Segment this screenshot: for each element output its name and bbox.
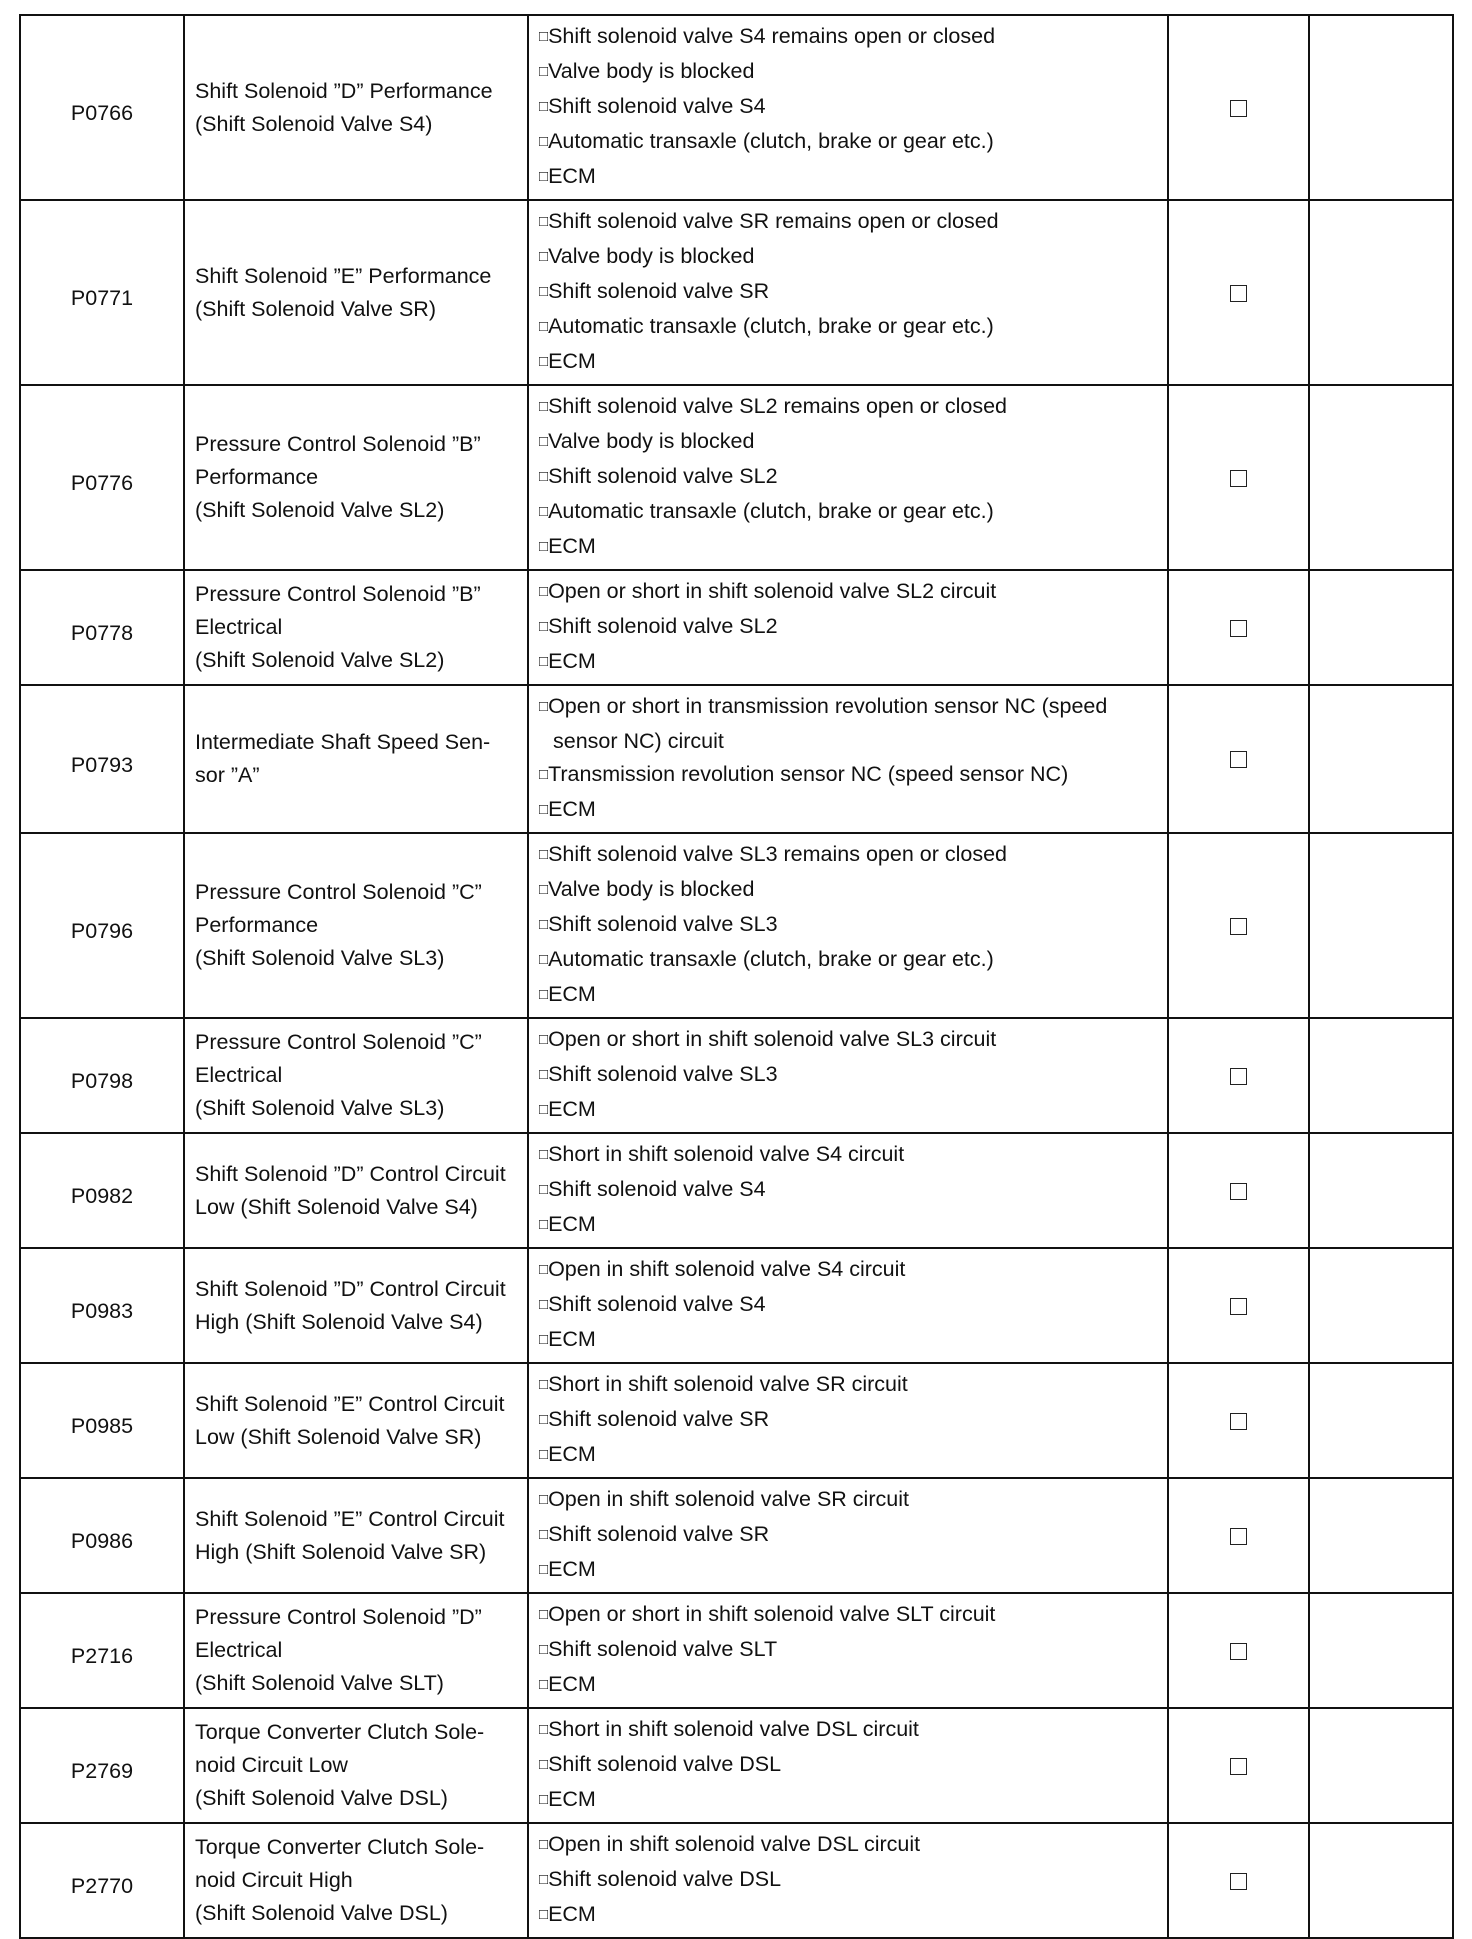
square-bullet-icon: □: [539, 28, 549, 45]
detection-item-line: noid Circuit Low: [195, 1753, 348, 1777]
trouble-area: [528, 15, 1168, 200]
trouble-area-item: [539, 873, 1157, 908]
detection-item: [184, 1018, 528, 1133]
trouble-area-item: [539, 1323, 1157, 1358]
trouble-area-item: [539, 530, 1157, 565]
detection-item-line: Shift Solenoid ”D” Performance: [195, 78, 493, 103]
blank-cell: [1309, 1823, 1453, 1938]
trouble-area-text: ECM: [548, 534, 596, 558]
trouble-area-text: Automatic transaxle (clutch, brake or gear etc.): [548, 129, 994, 153]
square-bullet-icon: □: [539, 213, 549, 230]
trouble-area-text: Shift solenoid valve SR: [548, 279, 770, 303]
trouble-area-item: [539, 55, 1157, 90]
square-bullet-icon: □: [539, 1066, 549, 1083]
dtc-code: P2716: [20, 1593, 184, 1708]
blank-cell: [1309, 385, 1453, 570]
square-bullet-icon: □: [539, 433, 549, 450]
trouble-area-text: Valve body is blocked: [548, 429, 755, 453]
trouble-area-text: Shift solenoid valve S4 remains open or closed: [548, 24, 996, 48]
trouble-area: [528, 1133, 1168, 1248]
trouble-area: [528, 570, 1168, 685]
dtc-code: P0766: [20, 15, 184, 200]
trouble-area-item: [539, 310, 1157, 345]
detection-item-line: Pressure Control Solenoid ”B”: [195, 432, 481, 456]
blank-cell: [1309, 1708, 1453, 1823]
check-cell: [1168, 833, 1309, 1018]
square-bullet-icon: □: [539, 1216, 549, 1233]
trouble-area-item: [539, 1438, 1157, 1473]
trouble-area-item: [539, 1748, 1157, 1783]
table-row: [20, 833, 1453, 1018]
square-bullet-icon: □: [539, 538, 549, 555]
trouble-area-text: Short in shift solenoid valve DSL circuit: [548, 1717, 919, 1741]
table-row: [20, 1018, 1453, 1133]
detection-item: [184, 1593, 528, 1708]
trouble-area: [528, 1018, 1168, 1133]
detection-item-line: (Shift Solenoid Valve DSL): [195, 1901, 448, 1925]
dtc-code: P0796: [20, 833, 184, 1018]
trouble-area-text: Automatic transaxle (clutch, brake or gear etc.): [548, 314, 994, 338]
trouble-area-item: [539, 645, 1157, 680]
trouble-area-item: [539, 275, 1157, 310]
check-cell: [1168, 1708, 1309, 1823]
trouble-area-item: [539, 1288, 1157, 1323]
trouble-area-item: [539, 390, 1157, 425]
square-bullet-icon: □: [539, 1296, 549, 1313]
trouble-area-item: [539, 978, 1157, 1013]
dtc-code: P0793: [20, 685, 184, 833]
check-cell: [1168, 1018, 1309, 1133]
square-bullet-icon: □: [539, 951, 549, 968]
square-bullet-icon: □: [539, 1906, 549, 1923]
trouble-area-item: [539, 495, 1157, 530]
trouble-area-text: Valve body is blocked: [548, 244, 755, 268]
table-row: [20, 1823, 1453, 1938]
trouble-area-item: [539, 1208, 1157, 1243]
detection-item-line: (Shift Solenoid Valve SL3): [195, 1096, 445, 1120]
trouble-area-item: [539, 1518, 1157, 1553]
blank-cell: [1309, 1478, 1453, 1593]
trouble-area-text: ECM: [548, 349, 596, 373]
detection-item-line: Shift Solenoid ”D” Control Circuit: [195, 1161, 506, 1186]
trouble-area-text: Valve body is blocked: [548, 59, 755, 83]
trouble-area-text: Transmission revolution sensor NC (speed sensor NC): [548, 762, 1069, 786]
trouble-area: [528, 1478, 1168, 1593]
trouble-area: [528, 1363, 1168, 1478]
dtc-table: [19, 14, 1454, 1939]
square-bullet-icon: □: [539, 63, 549, 80]
square-bullet-icon: □: [539, 1641, 549, 1658]
blank-cell: [1309, 1133, 1453, 1248]
trouble-area-text: Shift solenoid valve SL3: [548, 1062, 778, 1086]
detection-item: [184, 15, 528, 200]
detection-item-line: Pressure Control Solenoid ”D”: [195, 1605, 482, 1629]
trouble-area-item: [539, 20, 1157, 55]
trouble-area-text: Shift solenoid valve S4: [548, 1177, 766, 1201]
dtc-code: P0986: [20, 1478, 184, 1593]
table-row: [20, 15, 1453, 200]
detection-item-line: Electrical: [195, 1063, 283, 1087]
trouble-area-text: ECM: [548, 1557, 596, 1581]
detection-item: [184, 1478, 528, 1593]
trouble-area-text: ECM: [548, 1327, 596, 1351]
detection-item: [184, 570, 528, 685]
trouble-area-text: ECM: [548, 1442, 596, 1466]
trouble-area-text: Shift solenoid valve SL3: [548, 912, 778, 936]
detection-item-line: Pressure Control Solenoid ”C”: [195, 1030, 482, 1054]
dtc-code: P2770: [20, 1823, 184, 1938]
square-bullet-icon: □: [539, 468, 549, 485]
square-bullet-icon: □: [539, 1446, 549, 1463]
square-bullet-icon: □: [539, 986, 549, 1003]
square-bullet-icon: □: [539, 1561, 549, 1578]
trouble-area-text: Valve body is blocked: [548, 877, 755, 901]
trouble-area: [528, 685, 1168, 833]
trouble-area-item: [539, 1253, 1157, 1288]
detection-item-line: sor ”A”: [195, 763, 260, 787]
dtc-code: P2769: [20, 1708, 184, 1823]
square-bullet-icon: □: [539, 353, 549, 370]
blank-cell: [1309, 1248, 1453, 1363]
trouble-area-text: Shift solenoid valve S4: [548, 94, 766, 118]
detection-item-line: Pressure Control Solenoid ”B”: [195, 582, 481, 606]
detection-item-line: Pressure Control Solenoid ”C”: [195, 880, 482, 904]
square-bullet-icon: □: [539, 1376, 549, 1393]
trouble-area-text: Shift solenoid valve SL3 remains open or closed: [548, 842, 1007, 866]
trouble-area-text: Open in shift solenoid valve SR circuit: [548, 1487, 909, 1511]
square-bullet-icon: □: [539, 801, 549, 818]
check-cell: [1168, 385, 1309, 570]
trouble-area-item: [539, 1553, 1157, 1588]
trouble-area: [528, 1823, 1168, 1938]
detection-item-line: High (Shift Solenoid Valve S4): [195, 1309, 483, 1334]
trouble-area-item: [539, 1368, 1157, 1403]
detection-item-line: Torque Converter Clutch Sole-: [195, 1720, 485, 1744]
dtc-code: P0983: [20, 1248, 184, 1363]
trouble-area-text: Short in shift solenoid valve SR circuit: [548, 1372, 908, 1396]
trouble-area-text: Short in shift solenoid valve S4 circuit: [548, 1142, 905, 1166]
trouble-area-text: Open or short in shift solenoid valve SLT circuit: [548, 1602, 996, 1626]
checkbox[interactable]: [1230, 1643, 1247, 1660]
trouble-area-text: Open in shift solenoid valve S4 circuit: [548, 1257, 906, 1281]
trouble-area-item: [539, 1598, 1157, 1633]
table-row: [20, 1478, 1453, 1593]
blank-cell: [1309, 570, 1453, 685]
detection-item-line: Shift Solenoid ”E” Performance: [195, 263, 492, 288]
trouble-area-text: Open or short in shift solenoid valve SL2 circuit: [548, 579, 997, 603]
detection-item: [184, 833, 528, 1018]
trouble-area: [528, 1708, 1168, 1823]
square-bullet-icon: □: [539, 1606, 549, 1623]
dtc-code: P0985: [20, 1363, 184, 1478]
detection-item: [184, 1363, 528, 1478]
square-bullet-icon: □: [539, 318, 549, 335]
trouble-area-text: Shift solenoid valve SL2: [548, 614, 778, 638]
detection-item-line: (Shift Solenoid Valve DSL): [195, 1786, 448, 1810]
square-bullet-icon: □: [539, 98, 549, 115]
trouble-area-item: [539, 240, 1157, 275]
detection-item-line: Low (Shift Solenoid Valve SR): [195, 1424, 482, 1449]
square-bullet-icon: □: [539, 1491, 549, 1508]
trouble-area-item: [539, 1058, 1157, 1093]
checkbox[interactable]: [1230, 100, 1247, 117]
trouble-area-item: [539, 1093, 1157, 1128]
trouble-area-text: Shift solenoid valve SR remains open or closed: [548, 209, 999, 233]
trouble-area-item: [539, 1023, 1157, 1058]
check-cell: [1168, 1133, 1309, 1248]
trouble-area-item: [539, 758, 1157, 793]
check-cell: [1168, 1363, 1309, 1478]
blank-cell: [1309, 1593, 1453, 1708]
checkbox[interactable]: [1230, 1068, 1247, 1085]
square-bullet-icon: □: [539, 1721, 549, 1738]
dtc-code: P0776: [20, 385, 184, 570]
trouble-area-text: ECM: [548, 164, 596, 188]
check-cell: [1168, 15, 1309, 200]
trouble-area-text: Open or short in shift solenoid valve SL3 circuit: [548, 1027, 997, 1051]
dtc-code: P0778: [20, 570, 184, 685]
trouble-area-item: [539, 1173, 1157, 1208]
blank-cell: [1309, 15, 1453, 200]
detection-item: [184, 1133, 528, 1248]
trouble-area-item: [539, 943, 1157, 978]
table-row: [20, 570, 1453, 685]
checkbox[interactable]: [1230, 918, 1247, 935]
check-cell: [1168, 1593, 1309, 1708]
trouble-area-text: ECM: [548, 982, 596, 1006]
trouble-area-text: Shift solenoid valve SLT: [548, 1637, 778, 1661]
checkbox[interactable]: [1230, 1183, 1247, 1200]
table-row: [20, 1593, 1453, 1708]
trouble-area: [528, 833, 1168, 1018]
table-row: [20, 1708, 1453, 1823]
trouble-area-item: [539, 425, 1157, 460]
check-cell: [1168, 1248, 1309, 1363]
trouble-area-item: [539, 610, 1157, 645]
trouble-area-text: Shift solenoid valve DSL: [548, 1752, 782, 1776]
check-cell: [1168, 685, 1309, 833]
square-bullet-icon: □: [539, 698, 549, 715]
detection-item-line: (Shift Solenoid Valve SLT): [195, 1671, 444, 1695]
square-bullet-icon: □: [539, 168, 549, 185]
detection-item: [184, 1708, 528, 1823]
checkbox[interactable]: [1230, 1528, 1247, 1545]
square-bullet-icon: □: [539, 1676, 549, 1693]
square-bullet-icon: □: [539, 846, 549, 863]
checkbox[interactable]: [1230, 285, 1247, 302]
trouble-area-text: Automatic transaxle (clutch, brake or gear etc.): [548, 499, 994, 523]
check-cell: [1168, 200, 1309, 385]
square-bullet-icon: □: [539, 1756, 549, 1773]
square-bullet-icon: □: [539, 248, 549, 265]
checkbox[interactable]: [1230, 1298, 1247, 1315]
table-row: [20, 685, 1453, 833]
trouble-area: [528, 200, 1168, 385]
square-bullet-icon: □: [539, 283, 549, 300]
detection-item: [184, 1248, 528, 1363]
detection-item: [184, 385, 528, 570]
trouble-area-item: [539, 1783, 1157, 1818]
dtc-table-body: [20, 15, 1453, 1938]
square-bullet-icon: □: [539, 1181, 549, 1198]
trouble-area-item: [539, 1898, 1157, 1933]
square-bullet-icon: □: [539, 583, 549, 600]
trouble-area: [528, 385, 1168, 570]
trouble-area-item: [539, 1713, 1157, 1748]
trouble-area-text: Open in shift solenoid valve DSL circuit: [548, 1832, 921, 1856]
dtc-code: P0771: [20, 200, 184, 385]
trouble-area-item: [539, 690, 1157, 758]
trouble-area-item: [539, 1403, 1157, 1438]
square-bullet-icon: □: [539, 503, 549, 520]
square-bullet-icon: □: [539, 1411, 549, 1428]
trouble-area-item: [539, 1863, 1157, 1898]
square-bullet-icon: □: [539, 766, 549, 783]
square-bullet-icon: □: [539, 1836, 549, 1853]
trouble-area-text: Shift solenoid valve SL2: [548, 464, 778, 488]
detection-item-line: (Shift Solenoid Valve SL3): [195, 946, 445, 970]
blank-cell: [1309, 1363, 1453, 1478]
trouble-area-item: [539, 793, 1157, 828]
trouble-area-item: [539, 1483, 1157, 1518]
detection-item-line: Electrical: [195, 615, 283, 639]
table-row: [20, 385, 1453, 570]
blank-cell: [1309, 833, 1453, 1018]
detection-item-line: (Shift Solenoid Valve SL2): [195, 648, 445, 672]
trouble-area-text: Automatic transaxle (clutch, brake or gear etc.): [548, 947, 994, 971]
square-bullet-icon: □: [539, 1101, 549, 1118]
table-row: [20, 1133, 1453, 1248]
detection-item-line: Shift Solenoid ”E” Control Circuit: [195, 1506, 505, 1531]
detection-item-line: (Shift Solenoid Valve SL2): [195, 498, 445, 522]
dtc-code: P0798: [20, 1018, 184, 1133]
check-cell: [1168, 1478, 1309, 1593]
trouble-area-text: ECM: [548, 797, 596, 821]
trouble-area-item: [539, 838, 1157, 873]
trouble-area-text: Shift solenoid valve S4: [548, 1292, 766, 1316]
detection-item-line: Electrical: [195, 1638, 283, 1662]
trouble-area-item: [539, 125, 1157, 160]
trouble-area: [528, 1593, 1168, 1708]
trouble-area-item: [539, 575, 1157, 610]
detection-item: [184, 200, 528, 385]
trouble-area-text: ECM: [548, 1902, 596, 1926]
trouble-area: [528, 1248, 1168, 1363]
checkbox[interactable]: [1230, 1413, 1247, 1430]
trouble-area-item: [539, 90, 1157, 125]
dtc-code: P0982: [20, 1133, 184, 1248]
square-bullet-icon: □: [539, 1526, 549, 1543]
checkbox[interactable]: [1230, 751, 1247, 768]
detection-item-line: Low (Shift Solenoid Valve S4): [195, 1194, 478, 1219]
detection-item-line: Shift Solenoid ”E” Control Circuit: [195, 1391, 505, 1416]
square-bullet-icon: □: [539, 1031, 549, 1048]
blank-cell: [1309, 1018, 1453, 1133]
detection-item-line: noid Circuit High: [195, 1868, 353, 1892]
checkbox[interactable]: [1230, 1873, 1247, 1890]
trouble-area-item: [539, 1633, 1157, 1668]
table-row: [20, 1363, 1453, 1478]
check-cell: [1168, 570, 1309, 685]
detection-item-line: Intermediate Shaft Speed Sen-: [195, 730, 491, 754]
square-bullet-icon: □: [539, 916, 549, 933]
trouble-area-item: [539, 1138, 1157, 1173]
blank-cell: [1309, 200, 1453, 385]
detection-item: [184, 1823, 528, 1938]
square-bullet-icon: □: [539, 1261, 549, 1278]
detection-item-line: Performance: [195, 465, 319, 489]
trouble-area-text: Shift solenoid valve DSL: [548, 1867, 782, 1891]
checkbox[interactable]: [1230, 620, 1247, 637]
detection-item-line: Shift Solenoid ”D” Control Circuit: [195, 1276, 506, 1301]
table-row: [20, 1248, 1453, 1363]
trouble-area-text: Shift solenoid valve SR: [548, 1522, 770, 1546]
square-bullet-icon: □: [539, 398, 549, 415]
check-cell: [1168, 1823, 1309, 1938]
trouble-area-item: [539, 460, 1157, 495]
detection-item-line: High (Shift Solenoid Valve SR): [195, 1539, 487, 1564]
trouble-area-item: [539, 1828, 1157, 1863]
checkbox[interactable]: [1230, 470, 1247, 487]
detection-item-line: Torque Converter Clutch Sole-: [195, 1835, 485, 1859]
trouble-area-text: ECM: [548, 1212, 596, 1236]
trouble-area-text: ECM: [548, 1097, 596, 1121]
square-bullet-icon: □: [539, 881, 549, 898]
table-row: [20, 200, 1453, 385]
square-bullet-icon: □: [539, 1791, 549, 1808]
detection-item: [184, 685, 528, 833]
square-bullet-icon: □: [539, 1871, 549, 1888]
square-bullet-icon: □: [539, 618, 549, 635]
trouble-area-text: ECM: [548, 1787, 596, 1811]
trouble-area-item: [539, 160, 1157, 195]
checkbox[interactable]: [1230, 1758, 1247, 1775]
trouble-area-item: [539, 205, 1157, 240]
square-bullet-icon: □: [539, 133, 549, 150]
detection-item-line: (Shift Solenoid Valve SR): [195, 296, 436, 321]
square-bullet-icon: □: [539, 1146, 549, 1163]
trouble-area-text: ECM: [548, 1672, 596, 1696]
blank-cell: [1309, 685, 1453, 833]
detection-item-line: (Shift Solenoid Valve S4): [195, 111, 433, 136]
trouble-area-text: Open or short in transmission revolution sensor NC (speed sensor NC) circuit: [548, 694, 1108, 753]
trouble-area-text: Shift solenoid valve SR: [548, 1407, 770, 1431]
square-bullet-icon: □: [539, 1331, 549, 1348]
trouble-area-item: [539, 908, 1157, 943]
trouble-area-text: ECM: [548, 649, 596, 673]
detection-item-line: Performance: [195, 913, 319, 937]
square-bullet-icon: □: [539, 653, 549, 670]
trouble-area-item: [539, 1668, 1157, 1703]
trouble-area-text: Shift solenoid valve SL2 remains open or closed: [548, 394, 1007, 418]
trouble-area-item: [539, 345, 1157, 380]
